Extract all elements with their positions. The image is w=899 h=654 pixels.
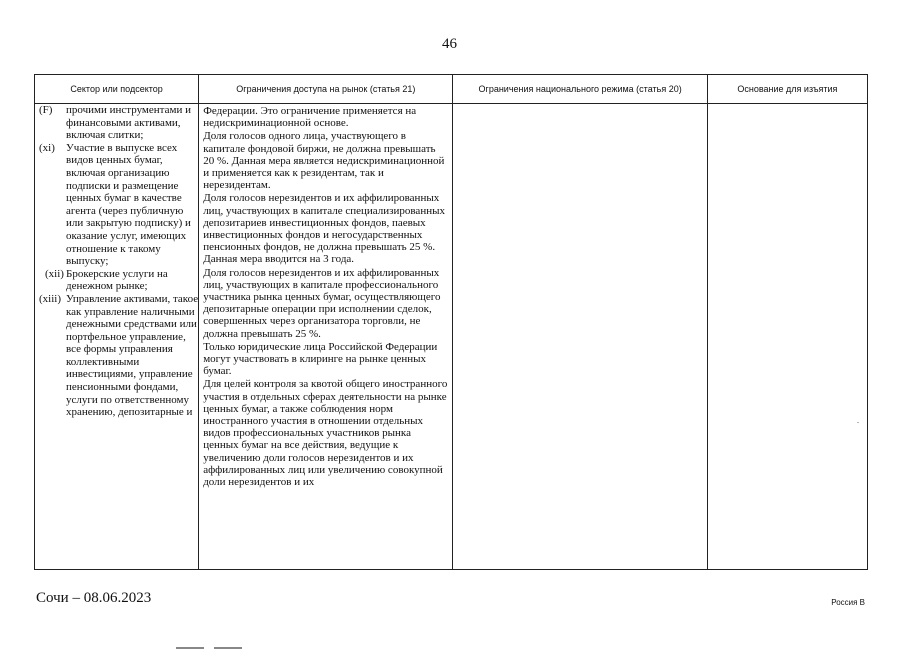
restriction-paragraph: Федерации. Это ограничение применяется на недискриминационной основе.: [203, 105, 417, 130]
market-access-cell: [199, 104, 453, 570]
sector-item: [35, 142, 198, 268]
sector-item-text: Управление активами, такое как управление наличными денежными средствами или портфельное управление, все формы управления коллективными инвестициями, управление пенсионными фондами, услуги по ответственному хранению, депозитарные и: [66, 292, 199, 419]
footer-place-date: Сочи – 08.06.2023: [36, 590, 152, 606]
sector-item: [35, 268, 198, 293]
header-national-treatment: Ограничения национального режима (статья 20): [453, 75, 707, 104]
exemption-basis-cell: [707, 104, 867, 570]
sector-item-text: Брокерские услуги на денежном рынке;: [66, 267, 168, 293]
footer-scan-marks: [176, 636, 252, 654]
restriction-paragraph: Доля голосов нерезидентов и их аффилированных лиц, участвующих в капитале профессионального участника рынка ценных бумаг, осуществляющего депозитарные операции при исполнении сделок, совершенных через организатора торговли, не должна превышать 25 %.: [203, 266, 441, 340]
footer-country-code: Россия В: [831, 598, 865, 607]
scan-mark: [214, 647, 242, 649]
sector-item-number: (xii): [45, 267, 64, 280]
header-exemption-basis: Основание для изъятия: [707, 75, 867, 104]
sector-list: [35, 104, 198, 419]
national-treatment-cell: [453, 104, 707, 570]
page-number: 46: [442, 36, 457, 52]
scan-speck: .: [857, 416, 859, 425]
sector-item-text: Участие в выпуске всех видов ценных бумаг, включая организацию подписки и размещение ценных бумаг в качестве агента (через публичную или закрытую подписку) и оказание услуг, имеющих отношение к такому выпуску;: [66, 141, 191, 268]
commitments-table: [34, 74, 868, 570]
restriction-paragraph: Доля голосов одного лица, участвующего в капитале фондовой биржи, не должна превышать 20 %. Данная мера является недискриминационной и применяется как к резидентам, так и нерезидентам.: [203, 130, 445, 192]
table-header-row: [35, 75, 868, 104]
scan-mark: [176, 647, 204, 649]
table-row: [35, 104, 868, 570]
sector-item-number: (F): [39, 104, 53, 116]
sector-item: [35, 293, 198, 419]
restriction-paragraph: Для целей контроля за квотой общего иностранного участия в отдельных сферах деятельности на рынке ценных бумаг, а также соблюдения норм иностранного участия в отношении отдельных видов профессиональных участников рынка ценных бумаг на все действия, ведущие к увеличению доли голосов нерезидентов и их аффилированных лиц или увеличению совокупной доли нерезидентов и их: [203, 378, 448, 489]
header-market-access: Ограничения доступа на рынок (статья 21): [199, 75, 453, 104]
sector-item-number: (xi): [39, 141, 55, 154]
header-sector: Сектор или подсектор: [35, 75, 199, 104]
sector-item-text: прочими инструментами и финансовыми активами, включая слитки;: [66, 104, 191, 142]
sector-cell: [35, 104, 199, 570]
restriction-paragraph: Только юридические лица Российской Федерации могут участвовать в клиринге на рынке ценных бумаг.: [203, 340, 438, 378]
restriction-paragraph: Доля голосов нерезидентов и их аффилированных лиц, участвующих в капитале специализированных депозитариев инвестиционных фондов, паевых инвестиционных фондов и негосударственных пенсионных фондов, не должна превышать 25 %. Данная мера вводится на 3 года.: [203, 192, 445, 266]
sector-item-number: (xiii): [39, 292, 61, 305]
sector-item: [35, 104, 198, 142]
